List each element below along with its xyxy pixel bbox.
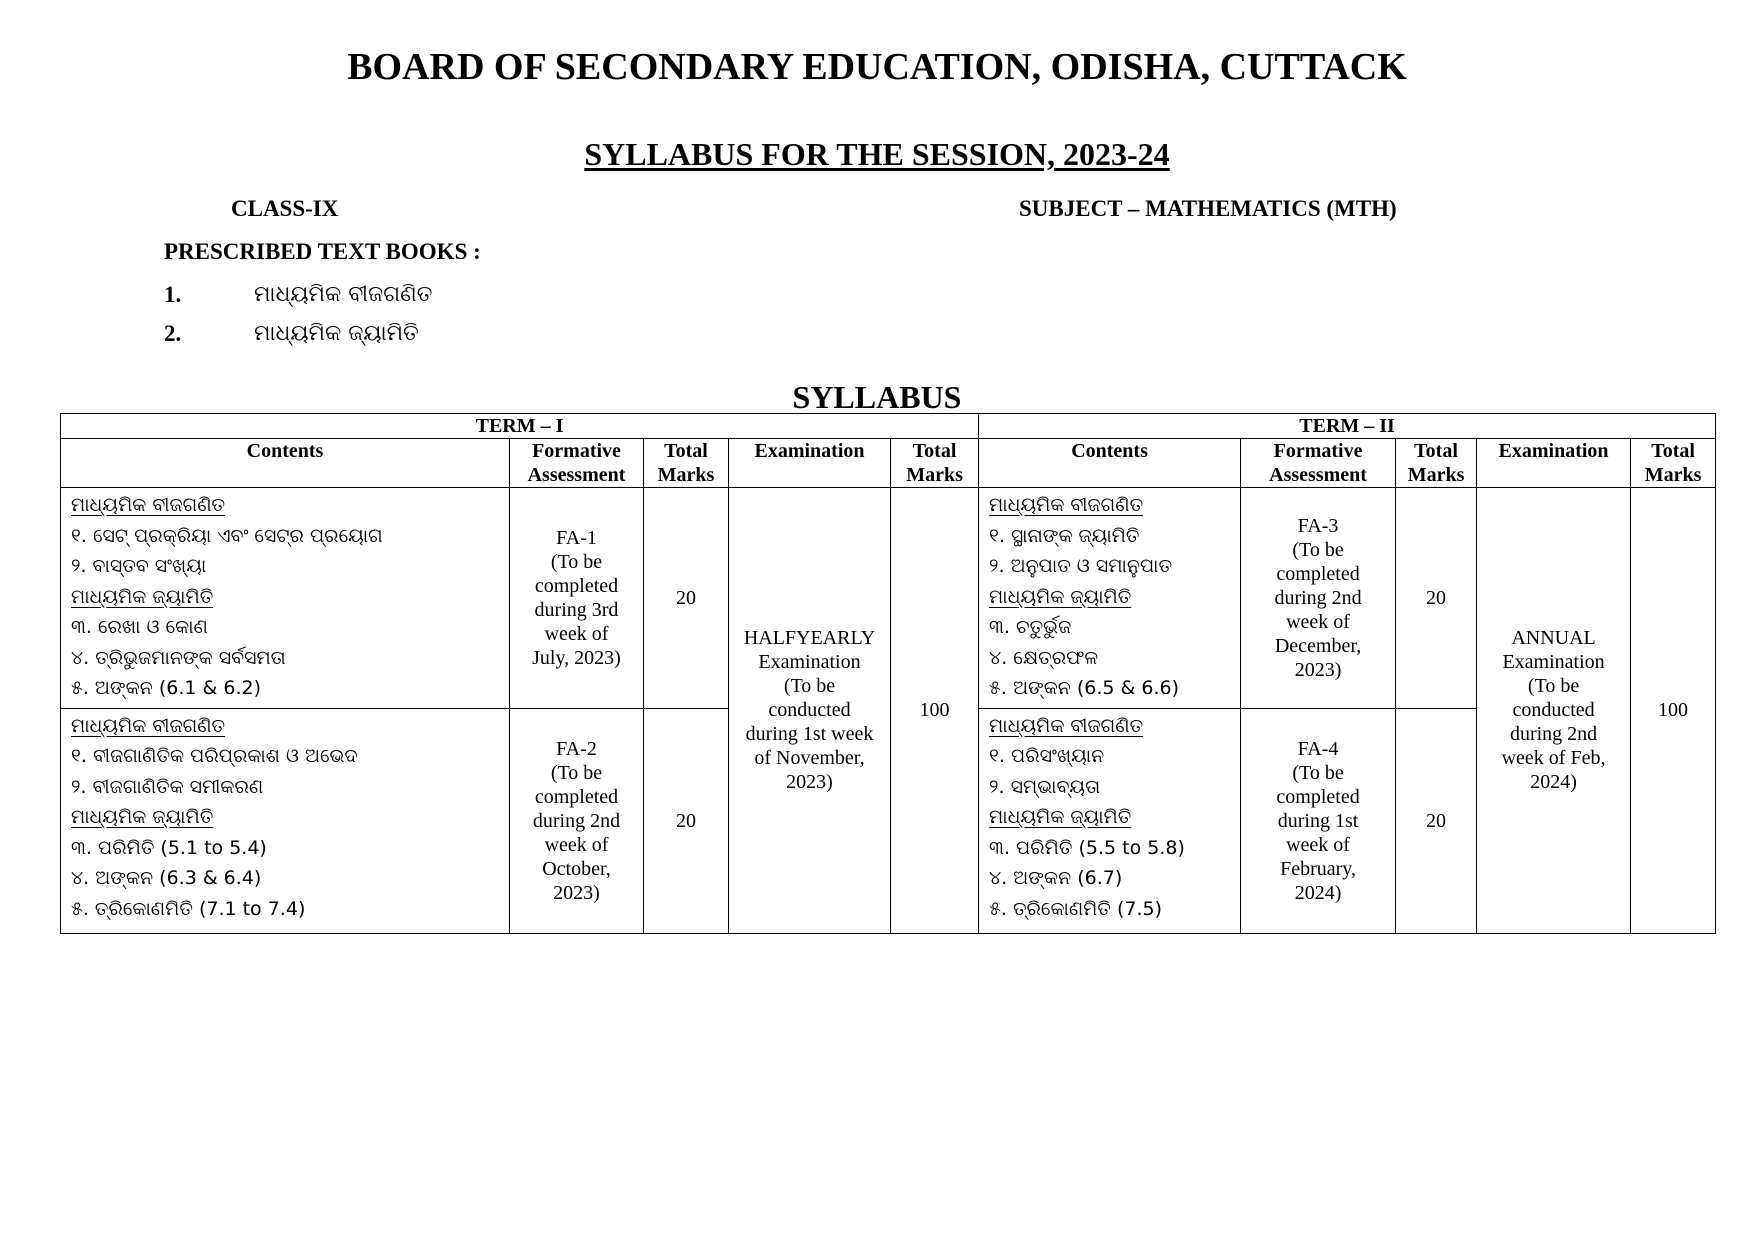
content-line-text: ମାଧ୍ୟମିକ ଜ୍ୟାମିତି <box>71 806 214 828</box>
fa-line: (To be <box>550 761 603 784</box>
content-line-text: ୪. କ୍ଷେତ୍ରଫଳ <box>989 646 1099 669</box>
syllabus-table <box>60 413 1716 934</box>
content-line <box>989 833 1240 864</box>
content-line <box>71 711 509 742</box>
content-line <box>71 673 509 704</box>
content-line <box>989 521 1240 552</box>
exam-line: conducted <box>1512 699 1595 722</box>
content-line-text: ୨. ବୀଜଗାଣିତିକ ସମୀକରଣ <box>71 775 264 798</box>
term-2-header: TERM – II <box>979 414 1716 439</box>
exam-line: Examination <box>1502 651 1605 674</box>
exam-line: of November, <box>754 747 865 770</box>
fa-line: during 2nd <box>1274 586 1362 609</box>
column-header-line: Total <box>664 440 708 462</box>
column-header-formative <box>1241 439 1396 488</box>
fa-line: completed <box>1276 785 1360 808</box>
content-line <box>71 741 509 772</box>
fa-line: FA-4 <box>1297 737 1339 760</box>
column-header-line: Total <box>912 440 957 462</box>
fa-line: week of <box>1286 610 1350 633</box>
fa-3-marks: 20 <box>1396 488 1477 709</box>
content-line-text: ମାଧ୍ୟମିକ ବୀଜଗଣିତ <box>989 714 1144 737</box>
content-line <box>989 643 1240 674</box>
content-line-text: ମାଧ୍ୟମିକ ବୀଜଗଣିତ <box>71 714 226 737</box>
exam-line: ANNUAL <box>1511 627 1596 650</box>
class-label: CLASS-IX <box>231 196 339 221</box>
term-1-contents-part-1 <box>61 488 510 709</box>
column-header-contents: Contents <box>61 439 510 488</box>
fa-line: (To be <box>550 550 603 573</box>
subject-label: SUBJECT – MATHEMATICS (MTH) <box>1019 196 1397 221</box>
session-title-text: SYLLABUS FOR THE SESSION, 2023-24 <box>584 136 1170 172</box>
column-header-line: Formative <box>1273 440 1363 462</box>
fa-line: December, <box>1274 634 1362 657</box>
fa-line: 2024) <box>1294 881 1342 904</box>
exam-line: 2024) <box>1530 771 1577 794</box>
content-line-text: ୧. ପରିସଂଖ୍ୟାନ <box>989 745 1105 767</box>
exam-line: during 1st week <box>745 723 874 746</box>
fa-line: 2023) <box>1294 658 1342 681</box>
content-line <box>989 772 1240 803</box>
content-line <box>989 711 1240 742</box>
content-line-text: ୪. ଅଙ୍କନ (6.3 & 6.4) <box>71 867 262 889</box>
halfyearly-exam-marks: 100 <box>891 488 979 934</box>
content-line-text: ୧. ସେଟ୍ ପ୍ରକ୍ରିୟା ଏବଂ ସେଟ୍‌ର ପ୍ରୟୋଗ <box>71 524 383 547</box>
exam-line: week of Feb, <box>1501 747 1606 770</box>
content-line-text: ୩. ପରିମିତି (5.5 to 5.8) <box>989 836 1185 859</box>
exam-line: during 2nd <box>1509 723 1598 746</box>
fa-line: February, <box>1280 857 1356 880</box>
fa-4-text <box>1241 737 1395 905</box>
fa-line: during 3rd <box>534 598 619 621</box>
content-line-text: ୩. ପରିମିତି (5.1 to 5.4) <box>71 836 267 859</box>
column-header-line: Formative <box>532 440 621 462</box>
fa-line: during 1st <box>1277 809 1359 832</box>
content-line <box>71 521 509 552</box>
book-name: ମାଧ୍ୟମିକ ଜ୍ୟାମିତି <box>254 321 419 346</box>
fa-line: FA-3 <box>1297 514 1339 537</box>
content-line-text: ୪. ଅଙ୍କନ (6.7) <box>989 867 1123 889</box>
column-header-line: Assessment <box>527 464 626 486</box>
fa-2-marks: 20 <box>644 708 729 933</box>
fa-4-marks: 20 <box>1396 708 1477 933</box>
exam-line: 2023) <box>786 771 833 794</box>
column-header-total-marks <box>644 439 729 488</box>
fa-line: FA-2 <box>556 737 597 760</box>
term-1-contents-part-2 <box>61 708 510 933</box>
column-header-line: Total <box>1414 440 1458 462</box>
fa-4-cell <box>1241 708 1396 933</box>
content-line <box>989 490 1240 521</box>
fa-line: FA-1 <box>556 526 597 549</box>
fa-line: during 2nd <box>532 809 621 832</box>
fa-line: week of <box>1286 833 1350 856</box>
content-line-text: ମାଧ୍ୟମିକ ଜ୍ୟାମିତି <box>989 585 1132 608</box>
content-line-text: ୫. ତ୍ରିକୋଣମିତି (7.5) <box>989 897 1163 920</box>
content-line-text: ୫. ଅଙ୍କନ (6.5 & 6.6) <box>989 677 1180 699</box>
content-line-text: ମାଧ୍ୟମିକ ଜ୍ୟାମିତି <box>989 806 1132 828</box>
fa-line: completed <box>1276 562 1360 585</box>
fa-line: October, <box>542 857 611 880</box>
exam-line: (To be <box>783 675 836 698</box>
content-line-text: ୩. ଚତୁର୍ଭୁଜ <box>989 616 1072 638</box>
column-header-total-marks <box>1631 439 1716 488</box>
exam-line: Examination <box>758 651 861 674</box>
column-header-line: Marks <box>1407 464 1465 486</box>
content-line <box>71 833 509 864</box>
content-line-text: ୧. ସ୍ଥାନାଙ୍କ ଜ୍ୟାମିତି <box>989 524 1140 547</box>
book-number: 2. <box>164 321 182 346</box>
board-title: BOARD OF SECONDARY EDUCATION, ODISHA, CUTTACK <box>347 46 1407 88</box>
content-line-text: ୪. ତ୍ରିଭୁଜମାନଙ୍କ ସର୍ବସମତା <box>71 646 286 669</box>
fa-line: week of <box>544 833 609 856</box>
content-line-text: ମାଧ୍ୟମିକ ବୀଜଗଣିତ <box>989 494 1144 516</box>
column-header-line: Marks <box>1644 464 1702 486</box>
content-line-text: ମାଧ୍ୟମିକ ବୀଜଗଣିତ <box>71 494 226 516</box>
content-line-text: ୫. ତ୍ରିକୋଣମିତି (7.1 to 7.4) <box>71 897 306 920</box>
prescribed-books-label: PRESCRIBED TEXT BOOKS : <box>164 239 481 264</box>
session-title <box>0 134 1754 174</box>
column-header-line: Marks <box>906 464 963 486</box>
content-line-text: ମାଧ୍ୟମିକ ଜ୍ୟାମିତି <box>71 585 214 608</box>
content-line <box>989 582 1240 613</box>
content-line-text: ୫. ଅଙ୍କନ (6.1 & 6.2) <box>71 677 261 699</box>
content-line <box>989 673 1240 704</box>
fa-line: 2023) <box>553 881 600 904</box>
content-line <box>989 894 1240 925</box>
fa-line: completed <box>534 785 619 808</box>
fa-3-text <box>1241 514 1395 682</box>
fa-line: (To be <box>1292 761 1344 784</box>
fa-line: completed <box>534 574 619 597</box>
content-line <box>71 802 509 833</box>
fa-line: (To be <box>1292 538 1344 561</box>
column-header-examination: Examination <box>729 439 891 488</box>
content-line <box>71 863 509 894</box>
content-line <box>71 612 509 643</box>
column-header-formative <box>510 439 644 488</box>
fa-1-marks: 20 <box>644 488 729 709</box>
column-header-line: Assessment <box>1269 464 1367 486</box>
column-header-examination: Examination <box>1477 439 1631 488</box>
term-2-contents-part-1 <box>979 488 1241 709</box>
book-name: ମାଧ୍ୟମିକ ବୀଜଗଣିତ <box>254 282 433 307</box>
halfyearly-exam-cell <box>729 488 891 934</box>
fa-line: July, 2023) <box>532 646 621 669</box>
column-header-contents: Contents <box>979 439 1241 488</box>
content-line <box>989 551 1240 582</box>
column-header-line: Marks <box>657 464 715 486</box>
content-line <box>989 612 1240 643</box>
content-line <box>989 741 1240 772</box>
book-number: 1. <box>164 282 182 307</box>
fa-2-cell <box>510 708 644 933</box>
content-line <box>71 894 509 925</box>
content-line-text: ୨. ସମ୍ଭାବ୍ୟତା <box>989 775 1101 798</box>
content-line-text: ୨. ବାସ୍ତବ ସଂଖ୍ୟା <box>71 555 207 577</box>
content-line <box>71 772 509 803</box>
content-line <box>71 643 509 674</box>
exam-line: (To be <box>1527 675 1580 698</box>
content-line-text: ୨. ଅନୁପାତ ଓ ସମାନୁପାତ <box>989 555 1173 577</box>
content-line <box>71 551 509 582</box>
annual-exam-cell <box>1477 488 1631 934</box>
content-line-text: ୧. ବୀଜଗାଣିତିକ ପରିପ୍ରକାଶ ଓ ଅଭେଦ <box>71 745 358 767</box>
fa-3-cell <box>1241 488 1396 709</box>
content-line <box>989 802 1240 833</box>
fa-line: week of <box>544 622 609 645</box>
exam-line: conducted <box>768 699 851 722</box>
content-line-text: ୩. ରେଖା ଓ କୋଣ <box>71 616 208 638</box>
term-2-contents-part-2 <box>979 708 1241 933</box>
term-1-header: TERM – I <box>61 414 979 439</box>
fa-1-text <box>510 526 643 670</box>
content-line <box>71 490 509 521</box>
column-header-total-marks <box>1396 439 1477 488</box>
fa-2-text <box>510 737 643 905</box>
column-header-total-marks <box>891 439 979 488</box>
content-line <box>989 863 1240 894</box>
content-line <box>71 582 509 613</box>
syllabus-heading: SYLLABUS <box>792 379 962 415</box>
exam-line: HALFYEARLY <box>743 627 876 650</box>
annual-exam-marks: 100 <box>1631 488 1716 934</box>
fa-1-cell <box>510 488 644 709</box>
column-header-line: Total <box>1651 440 1695 462</box>
